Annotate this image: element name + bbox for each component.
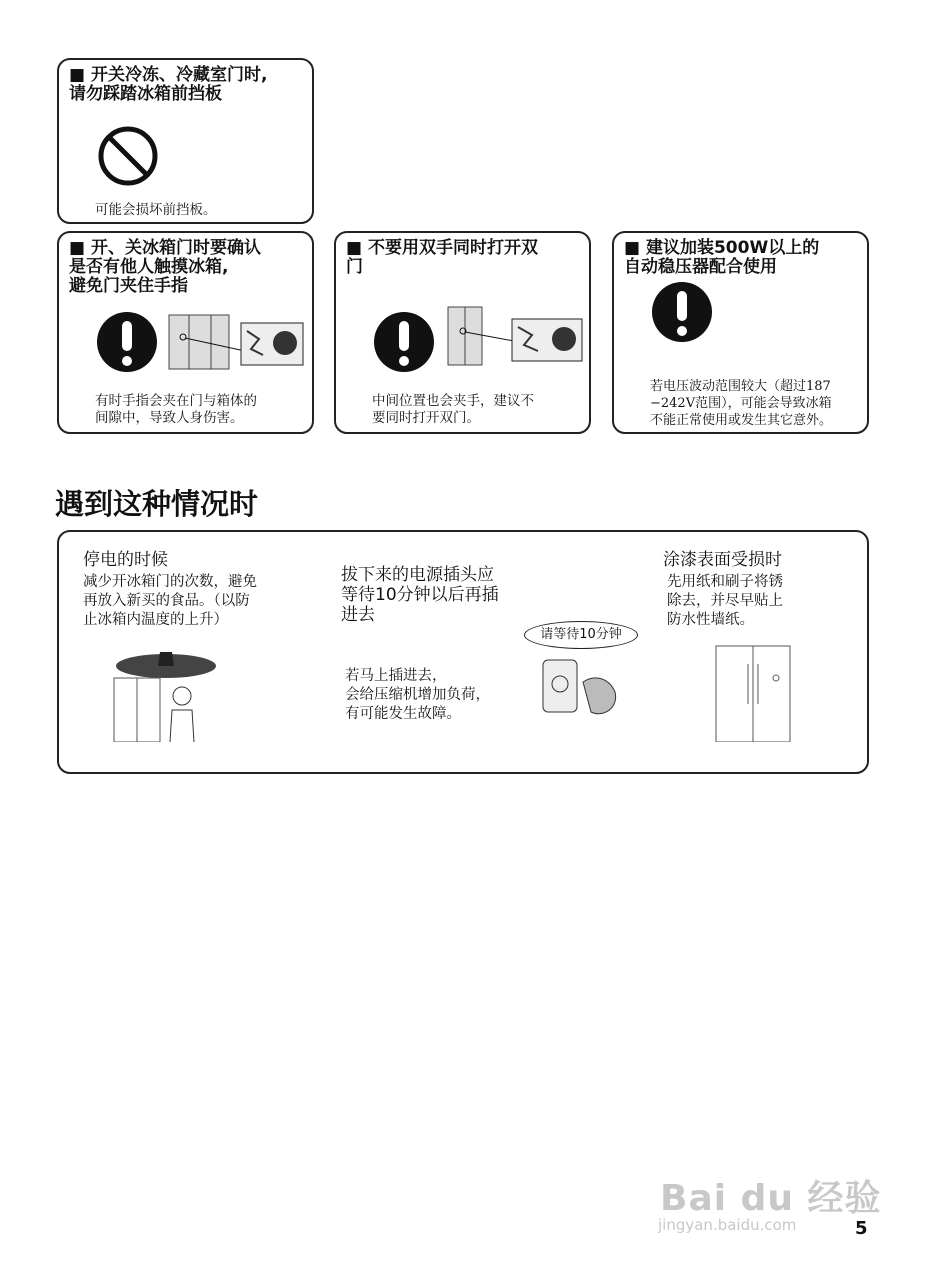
refrigerator-illustration — [712, 644, 794, 742]
section-title: 遇到这种情况时 — [55, 487, 259, 521]
power-outage-illustration — [108, 648, 218, 742]
case-text-unplug-wait: 若马上插进去， 会给压缩机增加负荷， 有可能发生故障。 — [345, 668, 490, 722]
warning-card-step-on-panel — [57, 58, 314, 224]
exclamation-icon — [373, 311, 435, 373]
watermark-logo: Bai du 经验 — [660, 1178, 882, 1219]
card-note: 中间位置也会夹手，建议不 要同时打开双门。 — [372, 393, 534, 426]
case-title-power-outage: 停电的时候 — [83, 550, 168, 570]
card-title: ■ 不要用双手同时打开双 门 — [346, 238, 538, 277]
warning-card-finger-pinch — [57, 231, 314, 434]
exclamation-icon — [651, 281, 713, 343]
speech-bubble: 请等待10分钟 — [524, 621, 638, 649]
case-title-unplug-wait: 拔下来的电源插头应 等待10分钟以后再插 进去 — [341, 565, 499, 625]
case-text-power-outage: 减少开冰箱门的次数，避免 再放入新买的食品。（以防 止冰箱内温度的上升） — [83, 574, 257, 628]
prohibited-icon — [96, 124, 160, 188]
plug-socket-illustration — [535, 652, 625, 724]
card-note: 若电压波动范围较大（超过187 −242V范围），可能会导致冰箱 不能正常使用或发生其它意外。 — [650, 379, 833, 428]
card-note: 有时手指会夹在门与箱体的 间隙中，导致人身伤害。 — [95, 393, 257, 426]
warning-card-double-door — [334, 231, 591, 434]
case-text-paint-damage: 先用纸和刷子将锈 除去，并尽早贴上 防水性墙纸。 — [667, 574, 783, 628]
door-pinch-illustration — [167, 311, 307, 373]
card-title: ■ 建议加装500W以上的 自动稳压器配合使用 — [624, 238, 820, 277]
exclamation-icon — [96, 311, 158, 373]
page-number: 5 — [855, 1218, 868, 1239]
card-note: 可能会损坏前挡板。 — [95, 202, 217, 218]
card-title: ■ 开、关冰箱门时要确认 是否有他人触摸冰箱, 避免门夹住手指 — [69, 238, 261, 296]
case-title-paint-damage: 涂漆表面受损时 — [663, 550, 782, 570]
warning-card-voltage-regulator — [612, 231, 869, 434]
double-door-illustration — [446, 305, 586, 367]
card-title: ■ 开关冷冻、冷藏室门时, 请勿踩踏冰箱前挡板 — [69, 65, 268, 104]
watermark-url: jingyan.baidu.com — [658, 1216, 797, 1234]
